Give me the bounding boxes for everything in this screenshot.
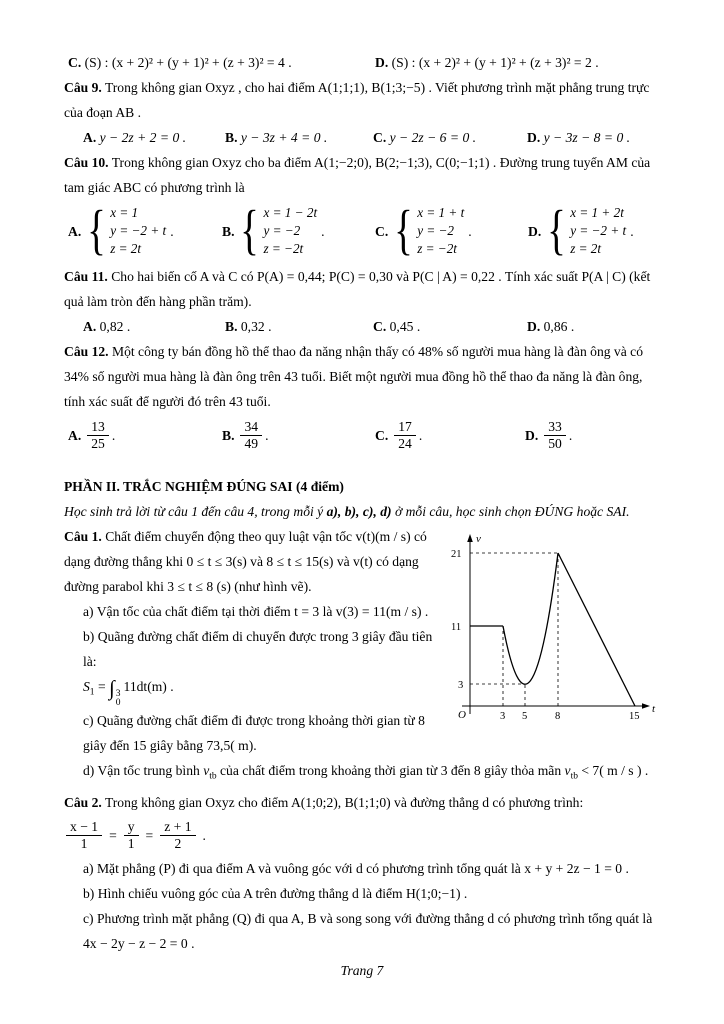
option-letter: A. [68, 223, 82, 239]
eq-line: y = −2 [263, 223, 301, 238]
denominator: 25 [87, 435, 109, 452]
q2-item-c: c) Phương trình mặt phẳng (Q) đi qua A, B và song song với đường thẳng d có phương trình tổng quát là 4x − 2y − z − 2 = 0 . [83, 910, 653, 951]
numerator: y [127, 818, 135, 834]
question-1-label: Câu 1. [64, 529, 102, 544]
brace-glyph: { [547, 200, 567, 261]
option-letter: B. [222, 223, 235, 239]
q10-option-d [528, 200, 634, 261]
question-9-label: Câu 9. [64, 80, 102, 95]
question-11-label: Câu 11. [64, 269, 108, 284]
q12-option-b [222, 419, 375, 452]
lower-bound: 0 [115, 698, 121, 708]
eq-line: x = 1 − 2t [263, 205, 318, 220]
question-11-options [64, 314, 662, 339]
option-text: 0,82 . [99, 319, 131, 334]
eq-line: y = −2 + t [570, 223, 627, 238]
option-text: 0,45 . [389, 319, 421, 334]
question-10-text: Trong không gian Oxyz cho ba điểm A(1;−2;0), B(2;−1;3), C(0;−1;1) . Đường trung tuyến AM của tam giác ABC có phương trình là [64, 155, 651, 195]
question-12-options [64, 419, 662, 452]
option-letter: A. [83, 130, 97, 145]
q1-item-b: b) Quãng đường chất điểm di chuyển được trong 3 giây đầu tiên là: [83, 629, 433, 669]
q10-option-c [375, 200, 528, 261]
option-letter: A. [68, 428, 82, 443]
question-2-label: Câu 2. [64, 794, 102, 810]
period: . [265, 428, 269, 443]
question-11-text: Cho hai biến cố A và C có P(A) = 0,44; P(C) = 0,30 và P(C | A) = 0,22 . Tính xác suất P(A | C) (kết quả làm tròn đến hàng phần trăm). [64, 269, 651, 309]
option-letter: A. [83, 319, 97, 334]
question-10-options [64, 200, 662, 261]
question-9-options [64, 125, 662, 150]
q11-option-b [225, 314, 373, 339]
q10-option-b [222, 200, 375, 261]
option-text: y − 3z − 8 = 0 . [543, 130, 631, 145]
eq-line: z = −2t [263, 241, 304, 256]
option-letter: B. [225, 130, 238, 145]
q12-option-a [68, 419, 222, 452]
period: . [202, 827, 206, 843]
question-10 [64, 150, 662, 200]
page-footer: Trang 7 [340, 963, 384, 978]
upper-bound: 3 [115, 689, 121, 699]
period: . [418, 428, 423, 443]
equation-system [263, 204, 317, 258]
option-letter: C. [373, 319, 387, 334]
q10-option-a [68, 200, 222, 261]
v-subscript: tb [570, 771, 578, 782]
eq-line: y = −2 [417, 223, 455, 238]
v-symbol: v [203, 763, 210, 778]
part2-question-1 [64, 524, 662, 790]
q11-option-a [83, 314, 225, 339]
q8-option-c [68, 50, 375, 75]
numerator: 33 [548, 419, 562, 434]
equals: = [94, 679, 110, 694]
period: . [111, 428, 116, 443]
eq-line: x = 1 + 2t [570, 205, 624, 220]
curve-parabola-segment [503, 553, 558, 684]
question-1-text: Chất điểm chuyển động theo quy luật vận tốc v(t)(m / s) có dạng đường thẳng khi 0 ≤ t ≤ 3(s) và 8 ≤ t ≤ 15(s) và v(t) có dạng đường parabol khi 3 ≤ t ≤ 8 (s) (như hình vẽ). [64, 529, 427, 594]
question-12-text: Một công ty bán đồng hồ thể thao đa năng nhận thấy có 48% số người mua hàng là đàn ông và có 34% số người mua hàng là đàn ông trên 43 tuổi. Biết một người mua đồng hồ thể thao đa năng là đàn ông, tính xác suất để người đó trên 43 tuổi. [64, 344, 643, 409]
option-letter: C. [68, 55, 82, 70]
option-text: y − 2z + 2 = 0 . [99, 130, 187, 145]
period: . [630, 223, 634, 239]
option-letter: D. [527, 319, 541, 334]
option-letter: D. [525, 428, 539, 443]
denominator: 1 [124, 835, 139, 852]
option-letter: B. [222, 428, 235, 443]
graph-x-tick-3: 3 [500, 711, 506, 722]
q2-intro [64, 790, 662, 815]
fraction [160, 819, 195, 852]
integral-bounds [116, 690, 121, 708]
denominator: 2 [160, 835, 195, 852]
numerator: 13 [91, 419, 105, 434]
v-subscript: tb [209, 771, 217, 782]
graph-y-tick-11: 11 [451, 622, 462, 633]
denominator: 49 [240, 435, 262, 452]
q1-item-a: a) Vận tốc của chất điểm tại thời điểm t = 3 là v(3) = 11(m / s) . [83, 604, 429, 619]
instruction-dung-sai: ĐÚNG hoặc SAI. [534, 504, 630, 519]
eq-line: z = 2t [570, 241, 602, 256]
graph-y-axis-label: v [476, 533, 481, 545]
question-12 [64, 339, 662, 414]
period: . [321, 223, 325, 239]
option-letter: C. [373, 130, 387, 145]
graph-x-tick-5: 5 [522, 711, 528, 722]
item-d-text: d) Vận tốc trung bình [83, 763, 204, 778]
numerator: z + 1 [164, 818, 192, 834]
denominator: 24 [394, 435, 416, 452]
option-letter: D. [528, 223, 542, 239]
eq-line: z = −2t [417, 241, 457, 256]
integral-sign: ∫ [109, 676, 115, 700]
fraction [124, 819, 139, 852]
option-text: (S) : (x + 2)² + (y + 1)² + (z + 3)² = 4 . [84, 55, 292, 70]
y-axis-arrow [467, 534, 473, 542]
q8-option-d [375, 50, 599, 75]
question-2-text: Trong không gian Oxyz cho điểm A(1;0;2), B(1;1;0) và đường thẳng d có phương trình: [104, 794, 584, 810]
option-text: (S) : (x + 2)² + (y + 1)² + (z + 3)² = 2 . [391, 55, 599, 70]
question-9 [64, 75, 662, 125]
s-symbol: S [83, 679, 90, 694]
q12-option-c [375, 419, 525, 452]
option-letter: C. [375, 428, 389, 443]
q11-option-c [373, 314, 527, 339]
graph-x-tick-8: 8 [555, 711, 561, 722]
graph-y-tick-21: 21 [451, 549, 462, 560]
q11-option-d [527, 314, 574, 339]
period: . [568, 428, 573, 443]
q9-option-d [527, 125, 630, 150]
denominator: 50 [544, 435, 566, 452]
q9-option-a [83, 125, 225, 150]
brace-glyph: { [394, 200, 414, 261]
v-symbol: v [564, 763, 571, 778]
graph-origin-label: O [458, 709, 466, 721]
q1-item-c: c) Quãng đường chất điểm đi được trong khoảng thời gian từ 8 giây đến 15 giây bằng 73,5( m). [83, 713, 425, 753]
equation-system [110, 204, 166, 258]
q2-item-b: b) Hình chiếu vuông góc của A trên đường thẳng d là điểm H(1;0;−1) . [83, 885, 468, 901]
period: . [468, 223, 472, 239]
graph-y-tick-3: 3 [458, 680, 464, 691]
velocity-graph-svg [450, 526, 662, 742]
instruction-text: Học sinh trả lời từ câu 1 đến câu 4, trong mỗi ý [64, 504, 327, 519]
item-d-text: của chất điểm trong khoảng thời gian từ 3 đến 8 giây thỏa mãn [216, 763, 565, 778]
eq-line: y = −2 + t [110, 223, 167, 238]
numerator: 34 [244, 419, 259, 434]
q9-option-c [373, 125, 527, 150]
fraction [394, 419, 416, 452]
option-letter: D. [375, 55, 389, 70]
equation-system [570, 204, 626, 258]
question-11 [64, 264, 662, 314]
part2-heading: PHẦN II. TRẮC NGHIỆM ĐÚNG SAI (4 điểm) [64, 479, 344, 494]
part2-question-2 [64, 790, 662, 956]
item-d-text: < 7( m / s ) . [577, 763, 649, 778]
equation-system [417, 204, 464, 258]
curve-descending-segment [558, 553, 635, 706]
question-12-label: Câu 12. [64, 344, 109, 359]
q9-option-b [225, 125, 373, 150]
eq-line: z = 2t [110, 241, 142, 256]
question-9-text: Trong không gian Oxyz , cho hai điểm A(1;1;1), B(1;3;−5) . Viết phương trình mặt phẳng trung trực của đoạn AB . [64, 80, 650, 120]
period: . [170, 223, 174, 239]
option-text: y − 3z + 4 = 0 . [240, 130, 328, 145]
option-text: y − 2z − 6 = 0 . [389, 130, 477, 145]
fraction [544, 419, 566, 452]
q2-item-a: a) Mặt phẳng (P) đi qua điểm A và vuông góc với d có phương trình tổng quát là x + y + 2z − 1 = 0 . [83, 860, 629, 876]
option-letter: D. [527, 130, 541, 145]
numerator: x − 1 [70, 818, 99, 834]
integrand: 11dt(m) . [123, 679, 174, 694]
q8-options-row [64, 50, 662, 75]
q2-line-equation [66, 819, 662, 852]
option-letter: B. [225, 319, 238, 334]
option-text: 0,32 . [240, 319, 272, 334]
option-letter: C. [375, 223, 389, 239]
s-subscript: 1 [89, 687, 95, 698]
question-10-label: Câu 10. [64, 155, 109, 170]
brace-glyph: { [240, 200, 260, 261]
eq-line: x = 1 + t [417, 205, 465, 220]
q1-item-d [64, 758, 662, 790]
instruction-items: a), b), c), d) [326, 504, 392, 519]
instruction-text: ở mỗi câu, học sinh chọn [391, 504, 535, 519]
part2-instruction [64, 499, 662, 524]
fraction [87, 419, 109, 452]
eq-line: x = 1 [110, 205, 139, 220]
graph-x-axis-label: t [652, 703, 656, 715]
x-axis-arrow [642, 703, 650, 709]
option-text: 0,86 . [543, 319, 575, 334]
velocity-time-graph [450, 526, 662, 742]
q12-option-d [525, 419, 572, 452]
fraction [240, 419, 262, 452]
fraction [66, 819, 102, 852]
brace-glyph: { [87, 200, 107, 261]
equals: = [145, 827, 154, 843]
graph-x-tick-15: 15 [629, 711, 640, 722]
numerator: 17 [398, 419, 412, 434]
denominator: 1 [66, 835, 102, 852]
equals: = [109, 827, 117, 843]
